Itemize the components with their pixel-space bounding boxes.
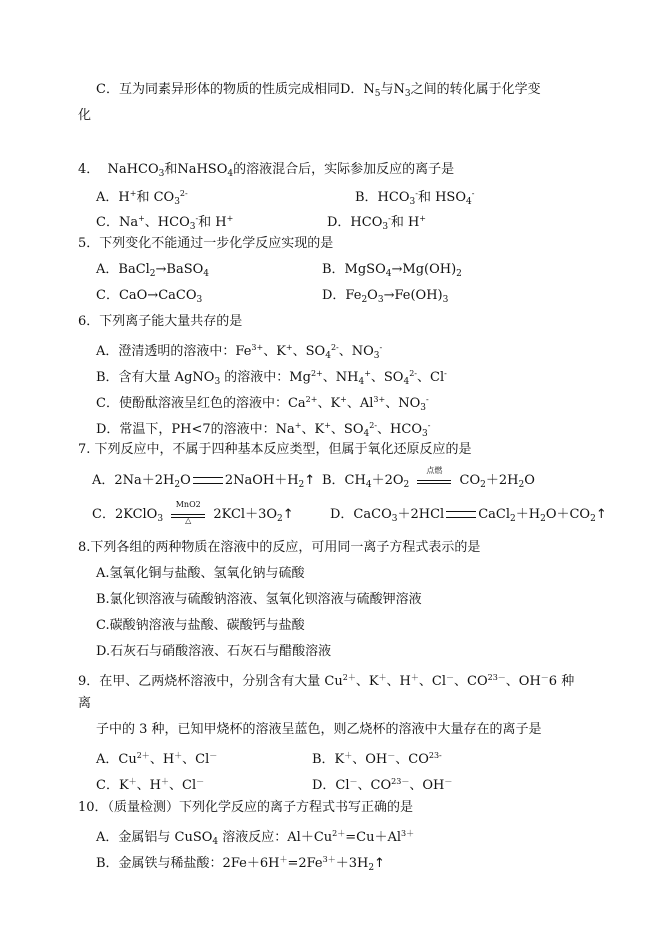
q5-option-d: D．$Fe_2O_3\to Fe(OH)_3$ (322, 288, 449, 305)
q7-stem: 7. 下列反应中，不属于四种基本反应类型，但属于氧化还原反应的是 (78, 442, 472, 457)
q5-option-c: C．CaO→CaCO$_3$ (96, 288, 203, 305)
q10-option-a: A．金属铝与 CuSO$_4$ 溶液反应：$Al+Cu^{2+}=Cu+Al^{3+}$ (96, 829, 415, 847)
q7-option-c: C．2KClO$_3$ MnO2 △ $2KCl+3O_2↑$ (92, 499, 294, 525)
q4-stem: 4． NaHCO$_3$和NaHSO$_4$的溶液混合后，实际参加反应的离子是 (78, 162, 455, 179)
q9-option-a: A．$Cu^{2+}$、H＋、Cl－ (96, 751, 218, 767)
q8-option-d: D.石灰石与硝酸溶液、石灰石与醋酸溶液 (96, 644, 332, 659)
q9-stem-line3: 子中的 3 种，已知甲烧杯的溶液呈蓝色，则乙烧杯的溶液中大量存在的离子是 (96, 722, 542, 737)
q5-stem: 5．下列变化不能通过一步化学反应实现的是 (78, 236, 334, 251)
q6-option-a: A．澄清透明的溶液中：$Fe^{3+}$、K+、$SO_4^{2-}$、$NO_3^-$ (96, 343, 383, 361)
q3-option-c-line1: C．互为同素异形体的物质的性质完成相同D．$N_5$与$N_3$之间的转化属于化学变 (96, 82, 541, 99)
q7-option-d: D．CaCO$_3$＋2HCl $CaCl_2+H_2O+CO_2↑$ (330, 507, 607, 524)
q9-stem-line2: 离 (78, 696, 92, 711)
q8-option-a: A.氢氧化铜与盐酸、氢氧化钠与硫酸 (96, 566, 305, 581)
q9-stem-line1: 9．在甲、乙两烧杯溶液中，分别含有大量 $Cu^{2+}$、K＋、H＋、Cl－、$CO^{23-}$、OH－6 种 (78, 673, 575, 689)
q10-stem: 10．（质量检测）下列化学反应的离子方程式书写正确的是 (78, 800, 414, 815)
reaction-condition-catalyst-heat: MnO2 △ (171, 508, 205, 522)
q8-option-b: B.氯化钡溶液与硫酸钠溶液、氢氧化钡溶液与硫酸钾溶液 (96, 592, 422, 607)
q10-option-b: B．金属铁与稀盐酸：$2Fe+6H^+=2Fe^{3+}+3H_2↑$ (96, 855, 385, 873)
q4-option-a: A．H+和 $CO_3^{2-}$ (96, 189, 188, 207)
q6-option-c: C．使酚酞溶液呈红色的溶液中：$Ca^{2+}$、K+、$Al^{3+}$、$NO_3^-$ (96, 395, 429, 413)
q6-option-b: B．含有大量 AgNO$_3$ 的溶液中：$Mg^{2+}$、$NH_4^+$、$SO_4^{2-}$、Cl- (96, 369, 447, 387)
q4-option-c: C．Na+、$HCO_3^-$和 H+ (96, 214, 234, 232)
q6-stem: 6．下列离子能大量共存的是 (78, 314, 243, 329)
q9-option-b: B．K＋、OH－、$CO^{23-}$ (312, 751, 442, 767)
q3-option-c-line2: 化 (78, 108, 92, 123)
q6-option-d: D．常温下，PH<7的溶液中：Na+、K+、$SO_4^{2-}$、$HCO_3^-$ (96, 421, 431, 439)
q8-option-c: C.碳酸钠溶液与盐酸、碳酸钙与盐酸 (96, 618, 305, 633)
q5-option-a: A．BaCl$_2$→BaSO$_4$ (96, 262, 210, 279)
q8-stem: 8.下列各组的两种物质在溶液中的反应，可用同一离子方程式表示的是 (78, 540, 481, 555)
q9-option-d: D．Cl－、$CO^{23-}$、OH－ (312, 777, 453, 793)
q5-option-b: B．$MgSO_4\to Mg(OH)_2$ (322, 262, 462, 279)
q4-option-b: B．$HCO_3^-$和 $HSO_4^-$ (355, 189, 475, 207)
q7-option-a: A．$2Na+2H_2O$ $2NaOH+H_2↑$ (92, 473, 316, 490)
q7-option-b: B．$CH_4+2O_2$ 点燃 $CO_2+2H_2O$ (322, 465, 535, 490)
q9-option-c: C．K＋、H＋、Cl－ (96, 777, 205, 793)
reaction-condition-ignite: 点燃 (417, 474, 451, 488)
q4-option-d: D．$HCO_3^-$和 H+ (327, 214, 426, 232)
